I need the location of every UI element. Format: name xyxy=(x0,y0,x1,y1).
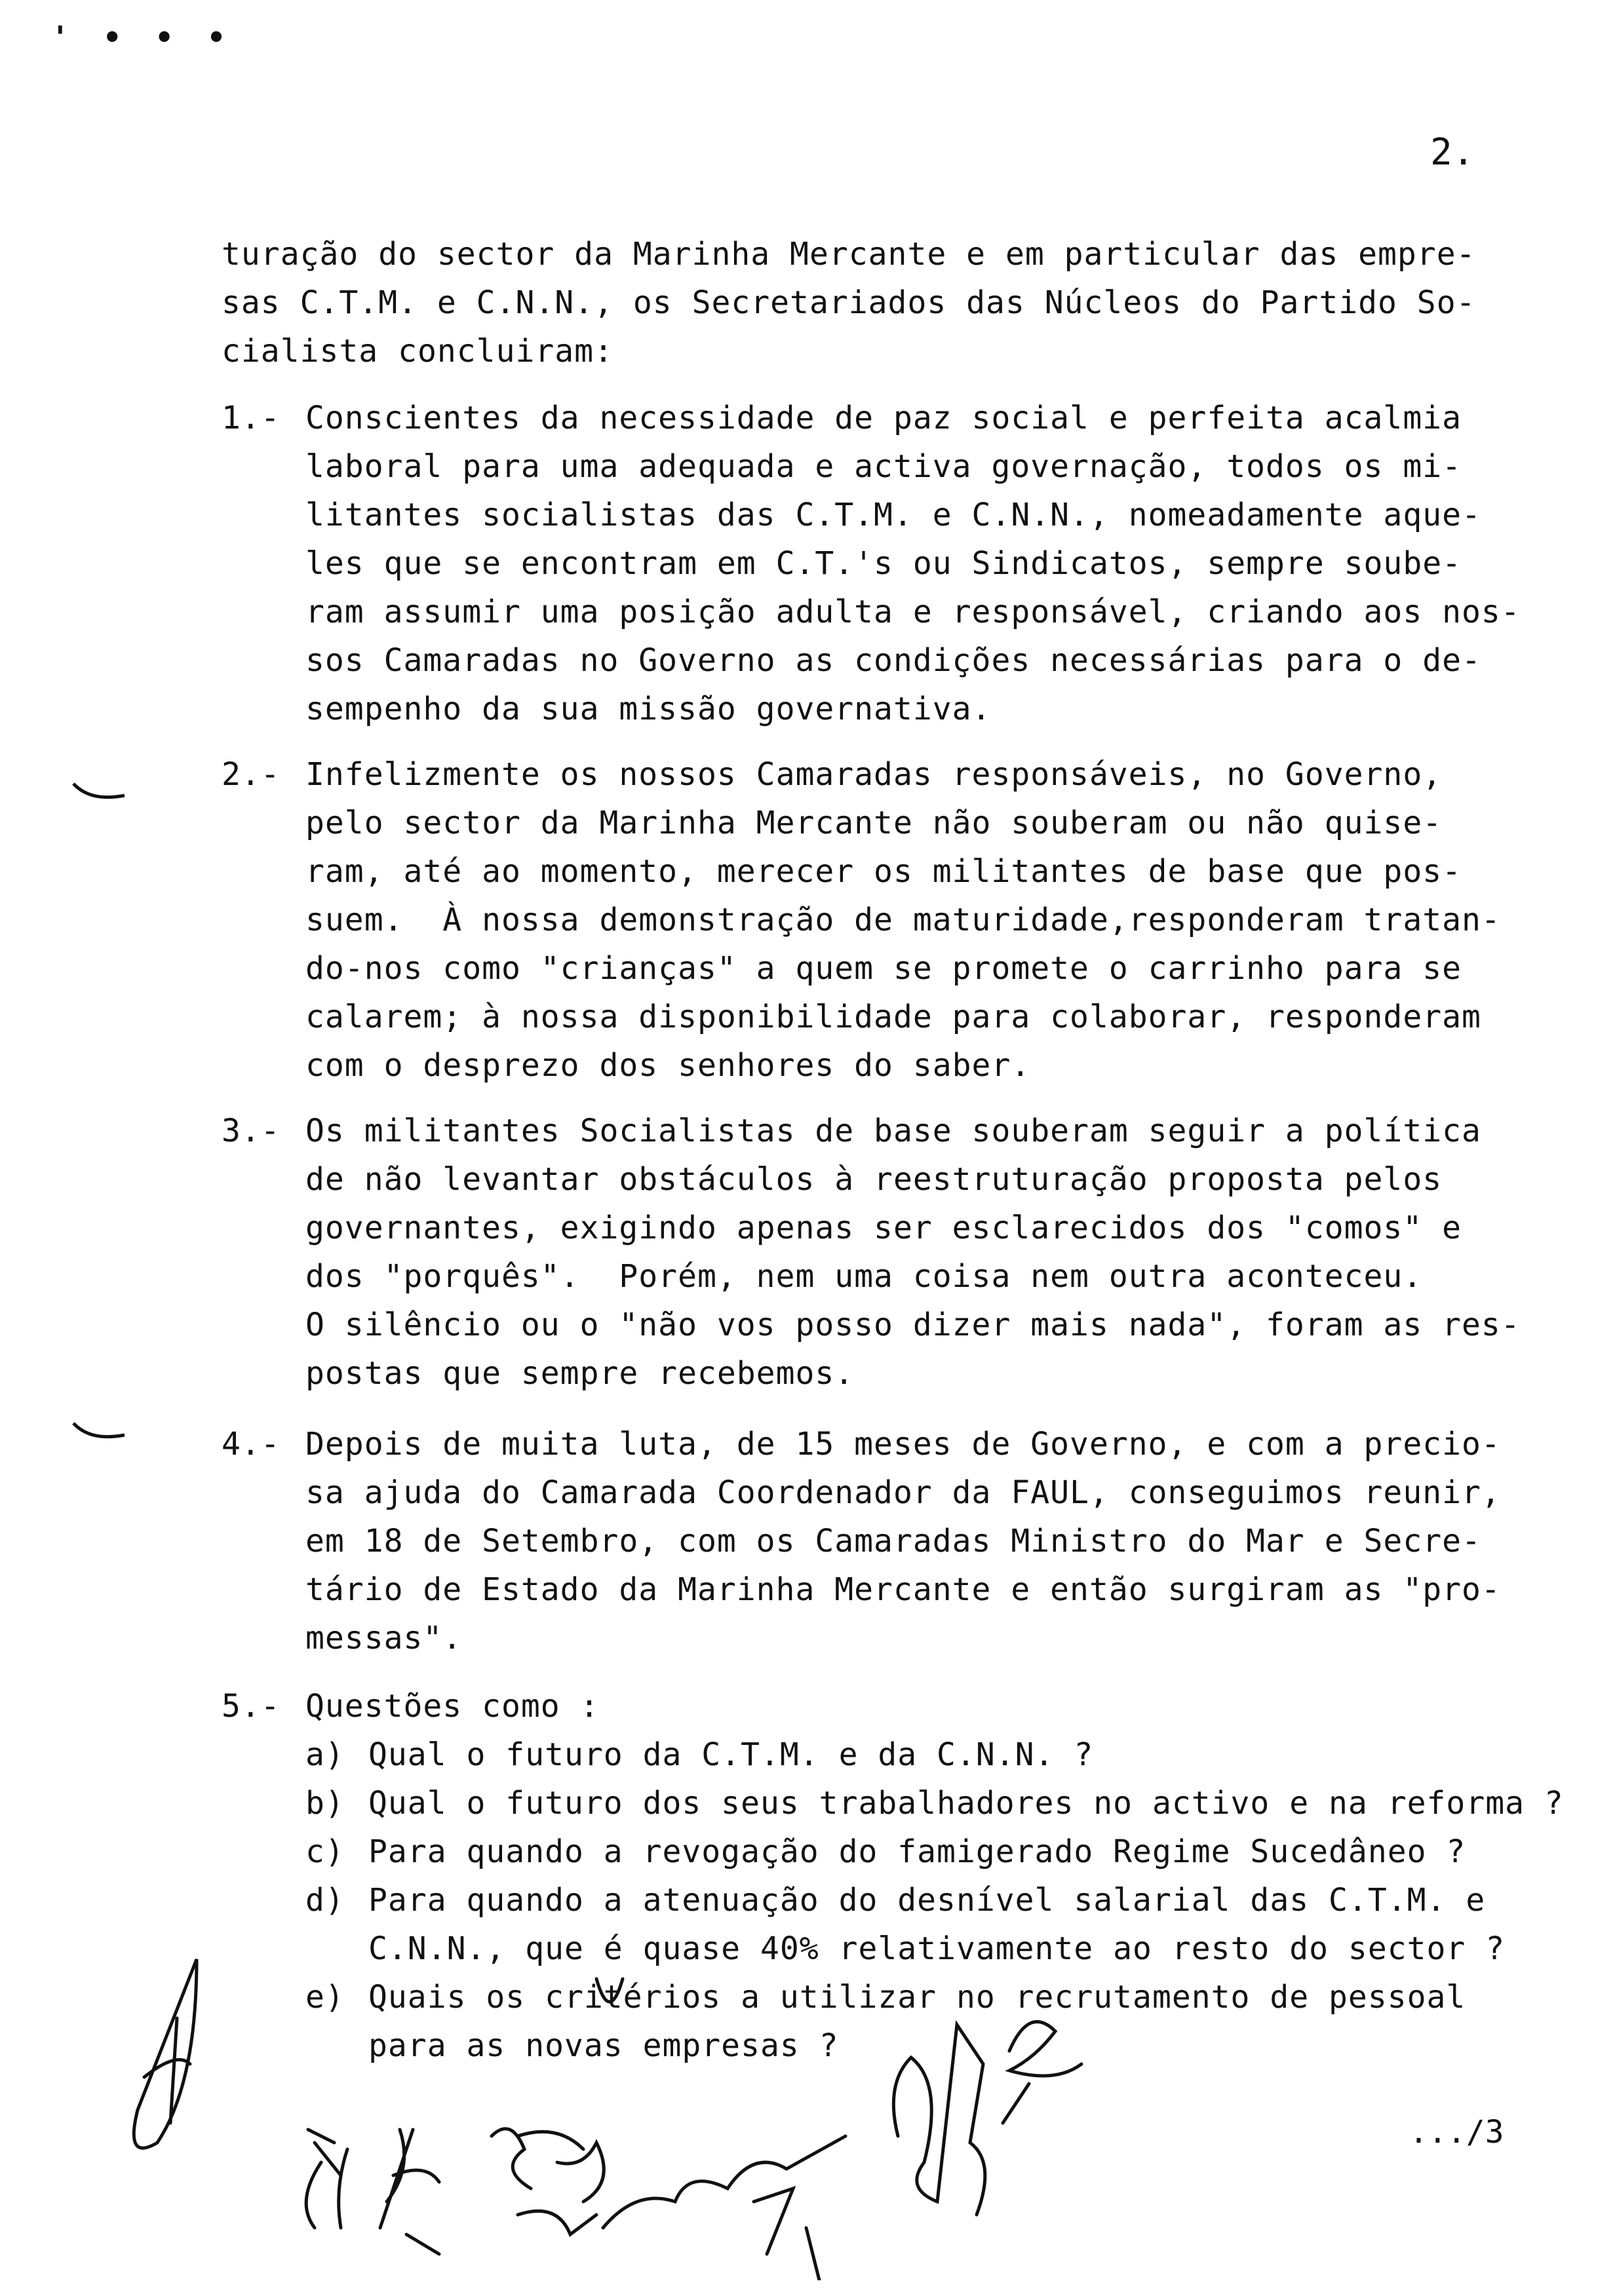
item-text-line: Os militantes Socialistas de base souberam seguir a política xyxy=(305,1113,1481,1149)
item-text-line: suem. À nossa demonstração de maturidade,responderam tratan- xyxy=(305,902,1501,938)
item-text-line: calarem; à nossa disponibilidade para colaborar, responderam xyxy=(305,999,1481,1035)
item-text-line: do-nos como "crianças" a quem se promete o carrinho para se xyxy=(305,950,1462,987)
item-text-line: postas que sempre recebemos. xyxy=(305,1355,855,1392)
item-text-line: sempenho da sua missão governativa. xyxy=(305,691,992,727)
item-text-line: messas". xyxy=(305,1620,463,1656)
item-number: 5.- xyxy=(222,1688,281,1725)
intro-line: sas C.T.M. e C.N.N., os Secretariados das Núcleos do Partido So- xyxy=(222,284,1476,321)
margin-tick-mark xyxy=(71,780,127,806)
page-number: 2. xyxy=(1430,131,1475,174)
item-text-line: de não levantar obstáculos à reestruturação proposta pelos xyxy=(305,1161,1443,1198)
handwritten-signatures xyxy=(98,1953,1147,2280)
subitem-text: Qual o futuro da C.T.M. e da C.N.N. ? xyxy=(368,1736,1094,1773)
subitem-text: para as novas empresas ? xyxy=(368,2027,839,2064)
item-text-line: les que se encontram em C.T.'s ou Sindicatos, sempre soube- xyxy=(305,545,1462,582)
item-text-line: dos "porquês". Porém, nem uma coisa nem outra aconteceu. xyxy=(305,1258,1423,1295)
subitem-text: Quais os critérios a utilizar no recrutamento de pessoal xyxy=(368,1979,1466,2016)
item-number: 2.- xyxy=(222,756,281,793)
intro-line: cialista concluiram: xyxy=(222,333,613,370)
item-text-line: laboral para uma adequada e activa governação, todos os mi- xyxy=(305,448,1462,485)
item-text-line: Questões como : xyxy=(305,1688,600,1725)
item-text-line: governantes, exigindo apenas ser esclarecidos dos "comos" e xyxy=(305,1210,1462,1246)
subitem-label: c) xyxy=(305,1833,345,1870)
subitem-text: Para quando a atenuação do desnível salarial das C.T.M. e xyxy=(368,1882,1486,1919)
item-text-line: Conscientes da necessidade de paz social e perfeita acalmia xyxy=(305,400,1462,436)
item-text-line: ram assumir uma posição adulta e responsável, criando aos nos- xyxy=(305,594,1521,630)
item-text-line: litantes socialistas das C.T.M. e C.N.N., nomeadamente aque- xyxy=(305,497,1481,533)
subitem-text: Qual o futuro dos seus trabalhadores no activo e na reforma ? xyxy=(368,1785,1564,1822)
margin-tick-mark xyxy=(71,1419,127,1445)
intro-line: turação do sector da Marinha Mercante e em particular das empre- xyxy=(222,236,1476,273)
item-text-line: sos Camaradas no Governo as condições necessárias para o de- xyxy=(305,642,1481,679)
subitem-text: C.N.N., que é quase 40% relativamente ao resto do sector ? xyxy=(368,1930,1506,1967)
item-text-line: O silêncio ou o "não vos posso dizer mais nada", foram as res- xyxy=(305,1307,1521,1343)
top-marks: ' • • • xyxy=(51,20,233,55)
item-number: 3.- xyxy=(222,1113,281,1149)
subitem-text: Para quando a revogação do famigerado Regime Sucedâneo ? xyxy=(368,1833,1466,1870)
item-number: 4.- xyxy=(222,1426,281,1463)
continuation-marker: .../3 xyxy=(1409,2114,1504,2151)
subitem-label: d) xyxy=(305,1882,345,1919)
item-text-line: pelo sector da Marinha Mercante não souberam ou não quise- xyxy=(305,805,1443,841)
item-text-line: Depois de muita luta, de 15 meses de Governo, e com a precio- xyxy=(305,1426,1501,1463)
item-number: 1.- xyxy=(222,400,281,436)
item-text-line: sa ajuda do Camarada Coordenador da FAUL, conseguimos reunir, xyxy=(305,1474,1501,1511)
item-text-line: em 18 de Setembro, com os Camaradas Ministro do Mar e Secre- xyxy=(305,1523,1481,1559)
item-text-line: tário de Estado da Marinha Mercante e então surgiram as "pro- xyxy=(305,1571,1501,1608)
subitem-label: e) xyxy=(305,1979,345,2016)
item-text-line: Infelizmente os nossos Camaradas responsáveis, no Governo, xyxy=(305,756,1443,793)
item-text-line: com o desprezo dos senhores do saber. xyxy=(305,1047,1031,1084)
subitem-label: b) xyxy=(305,1785,345,1822)
item-text-line: ram, até ao momento, merecer os militantes de base que pos- xyxy=(305,853,1462,890)
subitem-label: a) xyxy=(305,1736,345,1773)
